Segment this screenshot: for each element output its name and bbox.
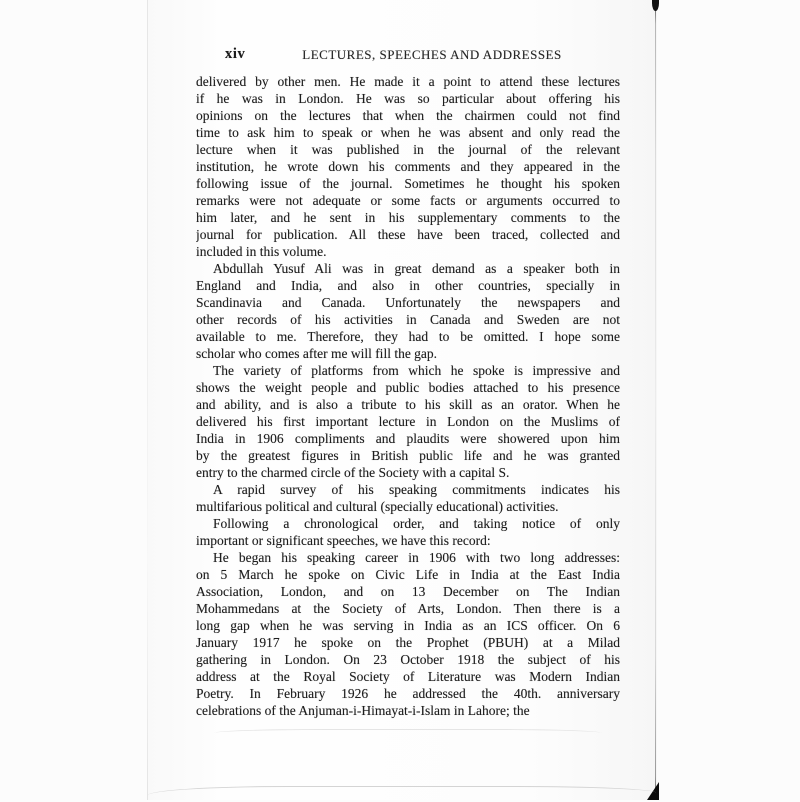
scan-artifact-top-right [652, 0, 659, 11]
paragraph [196, 515, 620, 549]
text-line: multifarious political and cultural (specially educational) activities. [196, 499, 559, 514]
text-line: England and India, and also in other countries, specially in [196, 278, 620, 293]
paragraph [196, 73, 620, 260]
text-line: gathering in London. On 23 October 1918 the subject of his [196, 652, 620, 667]
text-line: journal for publication. All these have been traced, collected and [196, 227, 620, 242]
text-line: January 1917 he spoke on the Prophet (PBUH) at a Milad [196, 635, 620, 650]
text-line: delivered by other men. He made it a point to attend these lectures [196, 74, 620, 89]
text-line: important or significant speeches, we have this record: [196, 533, 491, 548]
text-line: and ability, and is also a tribute to his skill as an orator. When he [196, 397, 620, 412]
text-line: address at the Royal Society of Literature was Modern Indian [196, 669, 620, 684]
text-line: on 5 March he spoke on Civic Life in India at the East India [196, 567, 620, 582]
paragraph [196, 481, 620, 515]
text-line: Following a chronological order, and taking notice of only [213, 516, 620, 531]
text-line: available to me. Therefore, they had to be omitted. I hope some [196, 329, 620, 344]
text-line: following issue of the journal. Sometimes he thought his spoken [196, 176, 620, 191]
text-line: India in 1906 compliments and plaudits were showered upon him [196, 431, 620, 446]
text-line: He began his speaking career in 1906 with two long addresses: [213, 550, 620, 565]
text-line: Abdullah Yusuf Ali was in great demand as a speaker both in [213, 261, 620, 276]
text-line: remarks were not adequate or some facts or arguments occurred to [196, 193, 620, 208]
paragraph [196, 362, 620, 481]
text-line: lecture when it was published in the journal of the relevant [196, 142, 620, 157]
text-line: delivered his first important lecture in London on the Muslims of [196, 414, 620, 429]
page-right-edge-line [655, 0, 656, 800]
text-line: The variety of platforms from which he spoke is impressive and [213, 363, 620, 378]
text-line: time to ask him to speak or when he was absent and only read the [196, 125, 620, 140]
text-line: opinions on the lectures that when the chairmen could not find [196, 108, 620, 123]
page-number: xiv [225, 46, 246, 62]
text-line: institution, he wrote down his comments and they appeared in the [196, 159, 620, 174]
text-line: long gap when he was serving in India as an ICS officer. On 6 [196, 618, 620, 633]
text-body [196, 73, 620, 719]
text-line: scholar who comes after me will fill the gap. [196, 346, 438, 361]
text-line: Association, London, and on 13 December on The Indian [196, 584, 620, 599]
paragraph [196, 549, 620, 719]
text-line: A rapid survey of his speaking commitments indicates his [213, 482, 620, 497]
paragraph [196, 260, 620, 362]
text-line: if he was in London. He was so particular about offering his [196, 91, 620, 106]
text-line: Scandinavia and Canada. Unfortunately the newspapers and [196, 295, 620, 310]
text-line: Poetry. In February 1926 he addressed the 40th. anniversary [196, 686, 620, 701]
text-line: celebrations of the Anjuman-i-Himayat-i-Islam in Lahore; the [196, 703, 530, 718]
text-line: shows the weight people and public bodies attached to his presence [196, 380, 620, 395]
text-line: included in this volume. [196, 244, 327, 259]
text-line: him later, and he sent in his supplementary comments to the [196, 210, 620, 225]
running-header-title: LECTURES, SPEECHES AND ADDRESSES [302, 47, 562, 62]
page-bottom-shadow-curve [214, 729, 602, 737]
text-line: other records of his activities in Canada and Sweden are not [196, 312, 620, 327]
text-line: Mohammedans at the Society of Arts, London. Then there is a [196, 601, 620, 616]
text-line: by the greatest figures in British public life and he was granted [196, 448, 620, 463]
page-left-edge-line [147, 0, 148, 800]
text-line: entry to the charmed circle of the Society with a capital S. [196, 465, 510, 480]
